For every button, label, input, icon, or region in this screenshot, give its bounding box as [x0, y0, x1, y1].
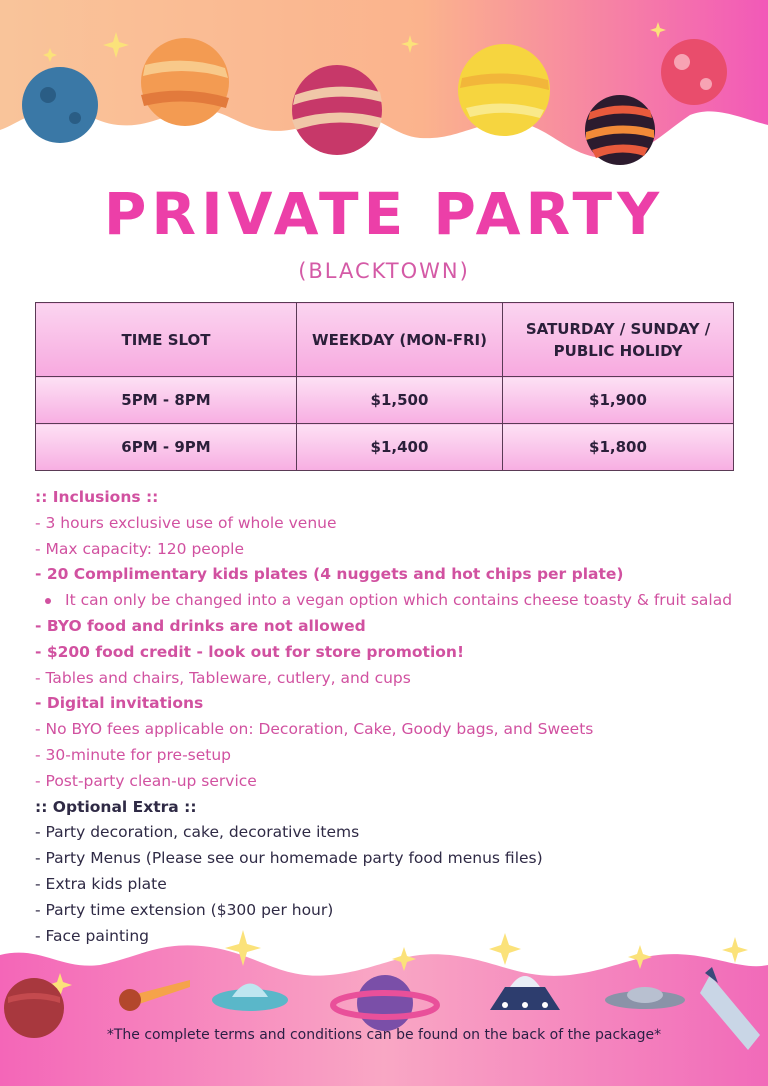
column-header: TIME SLOT: [36, 303, 297, 377]
list-item: - Party time extension ($300 per hour): [35, 900, 334, 919]
column-header: [503, 303, 734, 377]
planet-icon: [292, 65, 382, 155]
list-item: - 20 Complimentary kids plates (4 nuggets and hot chips per plate): [35, 565, 624, 584]
package-details: [35, 485, 765, 949]
planet-icon: [458, 44, 550, 136]
table-cell: 6PM - 9PM: [36, 424, 297, 471]
table-cell: $1,500: [297, 377, 503, 424]
planet-icon: [585, 95, 655, 165]
table-cell: 5PM - 8PM: [36, 377, 297, 424]
pricing-table: [35, 302, 734, 471]
optional-extra-heading: :: Optional Extra ::: [35, 797, 197, 816]
column-header-text: SATURDAY / SUNDAY / PUBLIC HOLIDY: [525, 319, 711, 360]
inclusions-heading: :: Inclusions ::: [35, 488, 159, 506]
list-item: - BYO food and drinks are not allowed: [35, 616, 366, 635]
table-row: [36, 424, 734, 471]
table-row: [36, 377, 734, 424]
location-subtitle: (BLACKTOWN): [298, 259, 470, 283]
planet-icon: [22, 67, 98, 143]
table-cell: $1,800: [503, 424, 734, 471]
list-item: - Post-party clean-up service: [35, 771, 257, 790]
table-cell: $1,400: [297, 424, 503, 471]
column-header: WEEKDAY (MON-FRI): [297, 303, 503, 377]
bottom-space-banner: [0, 925, 768, 1086]
terms-footnote: *The complete terms and conditions can be found on the back of the package*: [106, 1027, 662, 1043]
list-item: - 3 hours exclusive use of whole venue: [35, 513, 337, 532]
list-item: - Tables and chairs, Tableware, cutlery, and cups: [35, 668, 411, 687]
list-item: - Extra kids plate: [35, 874, 167, 893]
sub-item-text: It can only be changed into a vegan option which contains cheese toasty & fruit salad: [65, 591, 733, 610]
top-space-banner: [0, 0, 768, 170]
list-item: - Max capacity: 120 people: [35, 539, 245, 558]
list-item: - Digital invitations: [35, 694, 204, 713]
table-cell: $1,900: [503, 377, 734, 424]
list-item: - Party decoration, cake, decorative items: [35, 823, 360, 842]
bullet-icon: [45, 598, 51, 604]
list-item: - No BYO fees applicable on: Decoration, Cake, Goody bags, and Sweets: [35, 720, 594, 739]
list-item: - Party Menus (Please see our homemade party food menus files): [35, 849, 543, 868]
list-item: - Face painting: [35, 926, 150, 945]
page-title: PRIVATE PARTY: [103, 180, 665, 248]
table-header-row: [36, 303, 734, 377]
list-item: - 30-minute for pre-setup: [35, 745, 232, 764]
list-sub-item: [35, 588, 765, 614]
planet-icon: [661, 39, 727, 105]
list-item: - $200 food credit - look out for store promotion!: [35, 642, 465, 661]
planet-icon: [141, 38, 229, 126]
